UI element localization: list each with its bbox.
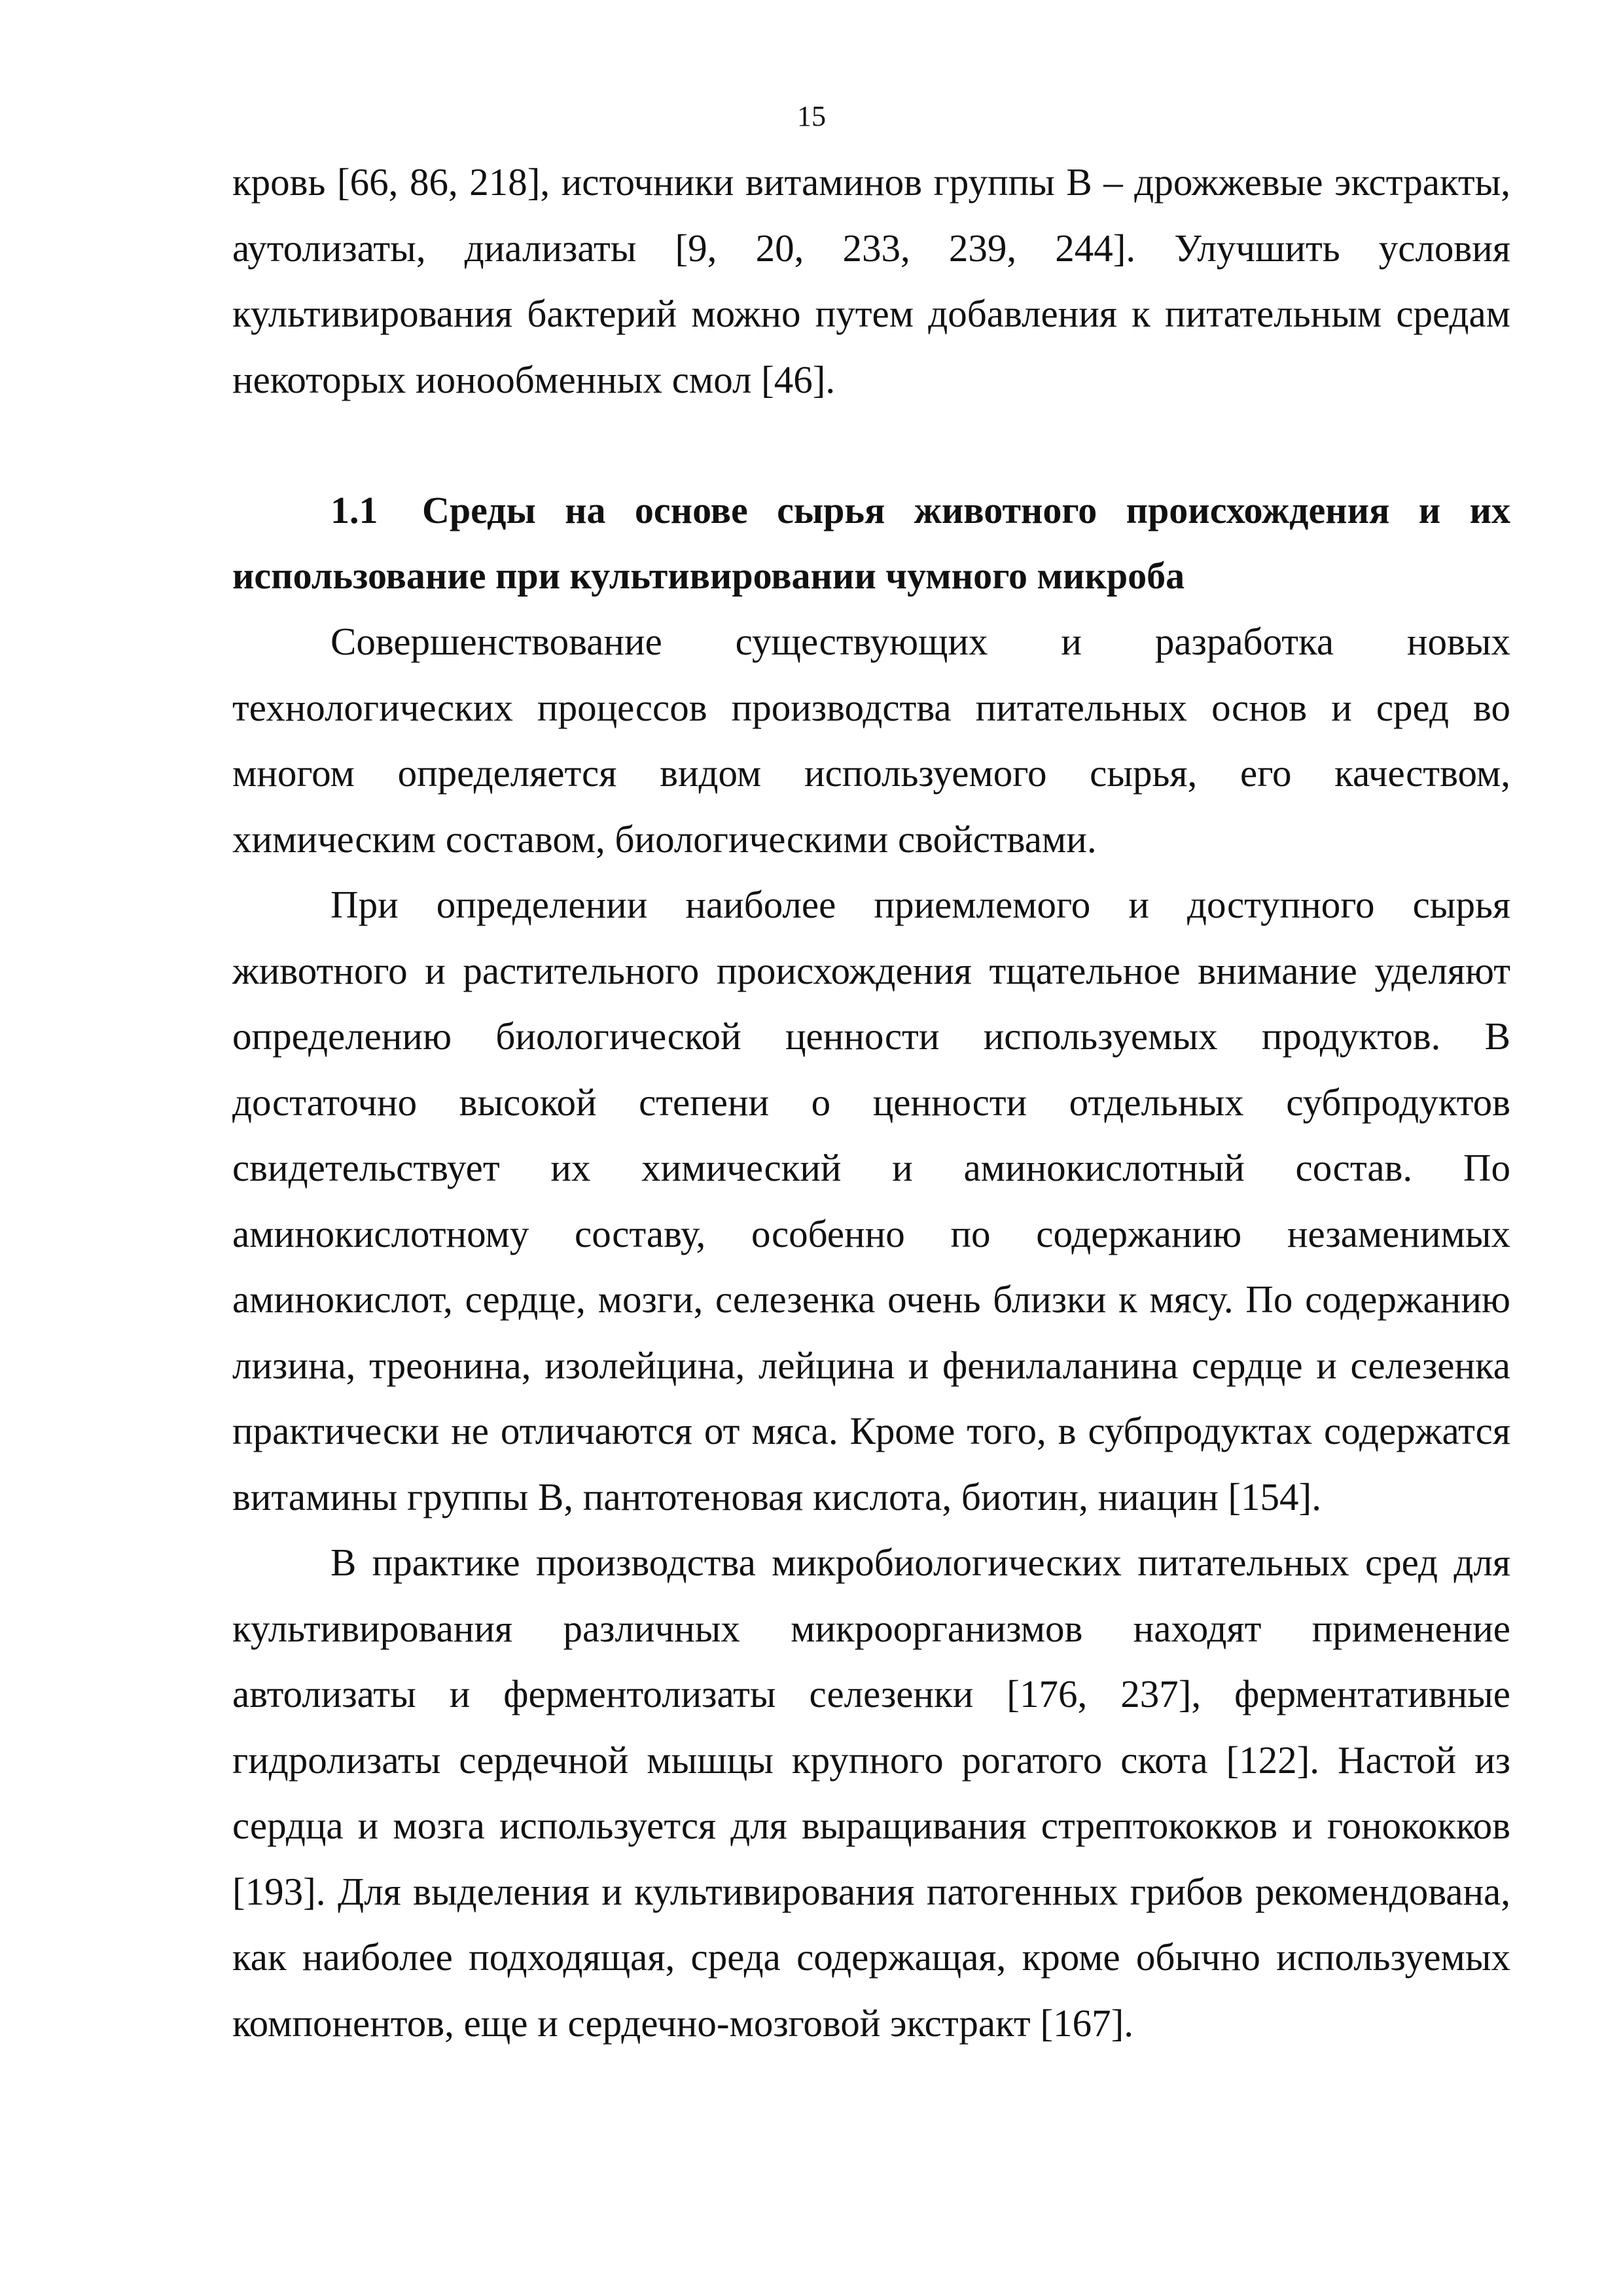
section-title: Среды на основе сырья животного происхождения и их использование при культивировании чумного микроба <box>232 489 1510 597</box>
document-body <box>232 149 1510 2056</box>
section-number: 1.1 <box>330 489 378 531</box>
paragraph-continuation: кровь [66, 86, 218], источники витаминов группы В – дрожжевые экстракты, аутолизаты, диализаты [9, 20, 233, 239, 244]. Улучшить условия культивирования бактерий можно путем добавления к питательным средам некоторых ионообменных смол [46]. <box>232 160 1510 401</box>
paragraph-2: При определении наиболее приемлемого и доступного сырья животного и растительного происхождения тщательное внимание уделяют определению биологической ценности используемых продуктов. В достаточно высокой степени о ценности отдельных субпродуктов свидетельствует их химический и аминокислотный состав. По аминокислотному составу, особенно по содержанию незаменимых аминокислот, сердце, мозги, селезенка очень близки к мясу. По содержанию лизина, треонина, изолейцина, лейцина и фенилаланина сердце и селезенка практически не отличаются от мяса. Кроме того, в субпродуктах содержатся витамины группы В, пантотеновая кислота, биотин, ниацин [154]. <box>232 883 1510 1518</box>
page-number: 15 <box>797 100 826 132</box>
paragraph-3: В практике производства микробиологических питательных сред для культивирования различных микроорганизмов находят применение автолизаты и ферментолизаты селезенки [176, 237], ферментативные гидролизаты сердечной мышцы крупного рогатого скота [122]. Настой из сердца и мозга используется для выращивания стрептококков и гонококков [193]. Для выделения и культивирования патогенных грибов рекомендована, как наиболее подходящая, среда содержащая, кроме обычно используемых компонентов, еще и сердечно-мозговой экстракт [167]. <box>232 1541 1510 2045</box>
paragraph-1: Совершенствование существующих и разработка новых технологических процессов производства питательных основ и сред во многом определяется видом используемого сырья, его качеством, химическим составом, биологическими свойствами. <box>232 620 1510 861</box>
section-heading <box>232 478 1510 609</box>
